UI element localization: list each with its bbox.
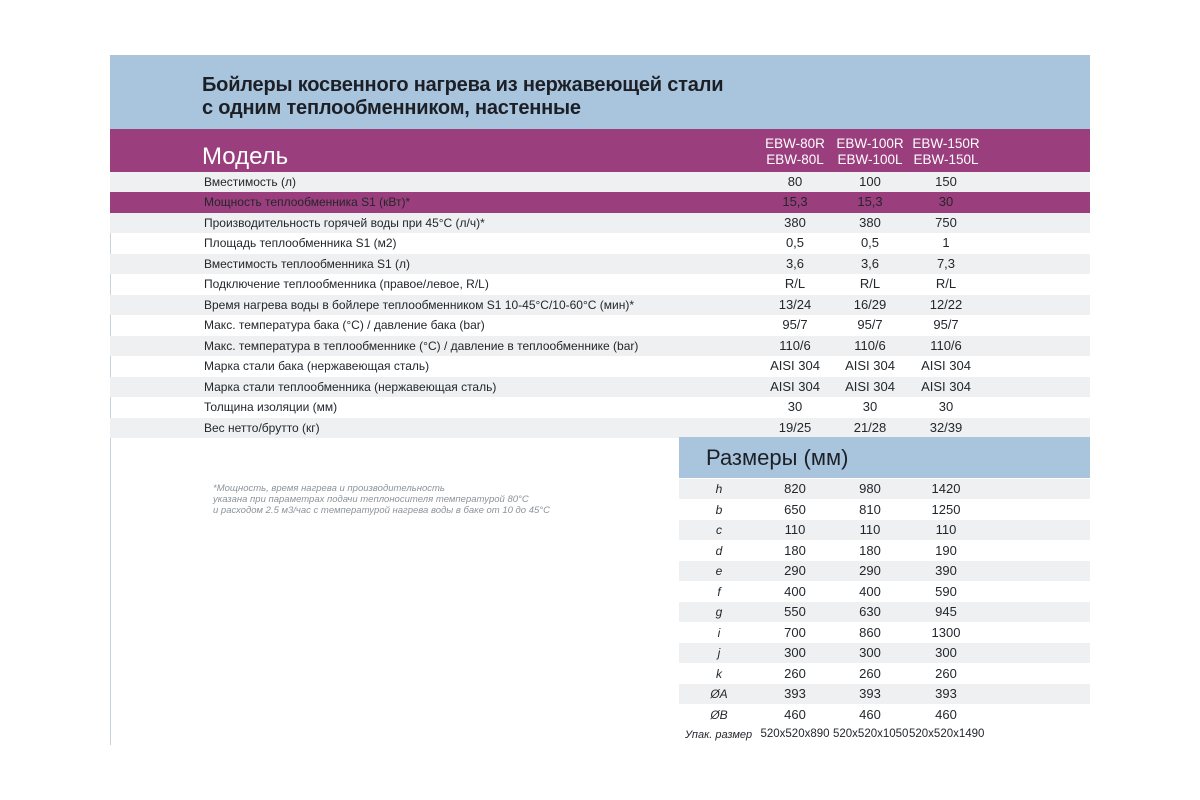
size-row-g: [679, 602, 1090, 622]
spec-value: AISI 304: [770, 379, 820, 394]
size-value: 180: [859, 543, 881, 558]
size-value: 393: [784, 686, 806, 701]
model-column-2: [833, 136, 907, 168]
size-value: 1300: [931, 625, 961, 640]
spec-value: 15,3: [857, 194, 883, 209]
spec-row-exchanger-max: [110, 336, 1090, 356]
size-value: 590: [935, 584, 957, 599]
model-name-r: EBW-100R: [836, 136, 904, 151]
spec-row-power: [110, 192, 1090, 212]
spec-value: 100: [859, 174, 881, 189]
size-row-c: [679, 520, 1090, 540]
spec-value: 15,3: [782, 194, 808, 209]
model-name-r: EBW-80R: [765, 136, 825, 151]
size-value: 550: [784, 604, 806, 619]
footnote-line: *Мощность, время нагрева и производительность: [213, 483, 445, 494]
model-label: Модель: [202, 143, 289, 170]
size-value: 260: [935, 666, 957, 681]
title-band: [110, 55, 1090, 129]
size-label: j: [717, 646, 721, 660]
size-value: 180: [784, 543, 806, 558]
size-value: 300: [859, 645, 881, 660]
size-label: ØB: [710, 708, 728, 722]
spec-value: 95/7: [933, 317, 959, 332]
size-label: e: [715, 564, 723, 578]
size-value: 1420: [931, 481, 961, 496]
spec-row-exchanger-volume: [110, 254, 1090, 274]
size-value: 460: [859, 707, 881, 722]
spec-label: Площадь теплообменника S1 (м2): [204, 236, 397, 250]
spec-label: Вместимость (л): [204, 175, 296, 189]
spec-value: 12/22: [929, 297, 963, 312]
size-row-e: [679, 561, 1090, 581]
size-label: h: [715, 482, 723, 496]
spec-value: 110/6: [930, 338, 962, 353]
spec-value: AISI 304: [845, 358, 895, 373]
model-column-1: [758, 136, 832, 168]
spec-value: 3,6: [860, 256, 880, 271]
size-value: 810: [859, 502, 881, 517]
size-row-j: [679, 643, 1090, 663]
size-value: 945: [935, 604, 957, 619]
model-name-l: EBW-80L: [766, 152, 824, 167]
size-value: 460: [784, 707, 806, 722]
size-value: 300: [935, 645, 957, 660]
size-value: 390: [935, 563, 957, 578]
size-label: k: [716, 667, 722, 681]
size-row-diameter-a: [679, 684, 1090, 704]
model-name-r: EBW-150R: [912, 136, 980, 151]
pack-size-value: 520x520x1490: [909, 728, 985, 740]
spec-value: 110/6: [854, 338, 886, 353]
spec-value: 30: [938, 399, 954, 414]
spec-value: 0,5: [785, 235, 805, 250]
size-row-diameter-b: [679, 705, 1090, 725]
size-value: 820: [784, 481, 806, 496]
footnote-line: указана при параметрах подачи теплоносителя температурой 80°C: [213, 494, 529, 505]
spec-row-exchanger-area: [110, 233, 1090, 253]
spec-value: 16/29: [853, 297, 887, 312]
spec-row-exchanger-steel: [110, 377, 1090, 397]
spec-label: Подключение теплообменника (правое/левое, R/L): [204, 277, 489, 291]
spec-label: Время нагрева воды в бойлере теплообменником S1 10-45°C/10-60°C (мин)*: [204, 298, 635, 312]
size-value: 1250: [931, 502, 961, 517]
spec-label: Марка стали теплообменника (нержавеющая сталь): [204, 380, 497, 394]
size-value: 650: [784, 502, 806, 517]
spec-value: 0,5: [860, 235, 880, 250]
size-value: 860: [859, 625, 881, 640]
size-label: d: [715, 544, 723, 558]
spec-label: Мощность теплообменника S1 (кВт)*: [204, 195, 411, 209]
spec-value: 380: [859, 215, 881, 230]
spec-value: 80: [787, 174, 803, 189]
spec-value: 110/6: [779, 338, 811, 353]
spec-value: 21/28: [853, 420, 887, 435]
size-value: 460: [935, 707, 957, 722]
size-label: i: [717, 626, 721, 640]
spec-label: Макс. температура бака (°C) / давление бака (bar): [204, 318, 485, 332]
size-value: 393: [935, 686, 957, 701]
page-title-line-1: Бойлеры косвенного нагрева из нержавеющей стали: [202, 74, 724, 96]
footnote-line: и расходом 2.5 м3/час с температурой нагрева воды в баке от 10 до 45°C: [213, 505, 550, 516]
spec-value: 30: [938, 194, 954, 209]
spec-value: R/L: [784, 276, 806, 291]
spec-value: 95/7: [782, 317, 808, 332]
footnote: [213, 483, 550, 516]
size-label: ØA: [710, 687, 728, 701]
spec-label: Макс. температура в теплообменнике (°C) / давление в теплообменнике (bar): [204, 339, 639, 353]
size-value: 110: [784, 522, 806, 537]
spec-value: 19/25: [778, 420, 812, 435]
size-value: 290: [859, 563, 881, 578]
size-value: 260: [859, 666, 881, 681]
spec-row-tank-max: [110, 315, 1090, 335]
sizes-title: Размеры (мм): [706, 445, 849, 470]
size-row-f: [679, 582, 1090, 602]
spec-value: 1: [942, 235, 950, 250]
size-value: 300: [784, 645, 806, 660]
size-value: 260: [784, 666, 806, 681]
spec-row-tank-steel: [110, 356, 1090, 376]
size-label: g: [715, 605, 723, 619]
spec-value: 13/24: [778, 297, 812, 312]
size-value: 980: [859, 481, 881, 496]
spec-value: AISI 304: [921, 358, 971, 373]
spec-row-heating-time: [110, 295, 1090, 315]
spec-label: Марка стали бака (нержавеющая сталь): [204, 359, 430, 373]
sizes-header-band: [679, 437, 1090, 478]
spec-value: 7,3: [936, 256, 956, 271]
spec-sheet: [110, 55, 1090, 745]
spec-label: Вместимость теплообменника S1 (л): [204, 257, 411, 271]
spec-label: Вес нетто/брутто (кг): [204, 421, 320, 435]
spec-value: AISI 304: [770, 358, 820, 373]
spec-value: 750: [935, 215, 957, 230]
spec-value: 380: [784, 215, 806, 230]
size-value: 393: [859, 686, 881, 701]
spec-value: 95/7: [857, 317, 883, 332]
size-label: c: [716, 523, 722, 537]
model-name-l: EBW-100L: [837, 152, 903, 167]
spec-row-insulation: [110, 397, 1090, 417]
size-value: 400: [859, 584, 881, 599]
size-value: 110: [859, 522, 881, 537]
spec-row-connection: [110, 274, 1090, 294]
spec-value: 32/39: [929, 420, 963, 435]
size-row-b: [679, 500, 1090, 520]
size-row-h: [679, 479, 1090, 499]
size-row-k: [679, 664, 1090, 684]
spec-value: R/L: [935, 276, 957, 291]
size-value: 630: [859, 604, 881, 619]
spec-label: Производительность горячей воды при 45°C (л/ч)*: [204, 216, 485, 230]
spec-row-weight: [110, 418, 1090, 438]
spec-label: Толщина изоляции (мм): [204, 400, 338, 414]
size-value: 110: [935, 522, 957, 537]
size-value: 700: [784, 625, 806, 640]
pack-size-value: 520x520x890: [760, 728, 830, 740]
size-value: 290: [784, 563, 806, 578]
spec-value: 30: [862, 399, 878, 414]
size-row-i: [679, 623, 1090, 643]
pack-size-value: 520x520x1050: [833, 728, 909, 740]
spec-row-hot-water-output: [110, 213, 1090, 233]
spec-value: AISI 304: [845, 379, 895, 394]
spec-value: 3,6: [785, 256, 805, 271]
size-value: 400: [784, 584, 806, 599]
spec-value: R/L: [859, 276, 881, 291]
pack-size-label: Упак. размер: [685, 729, 753, 741]
size-label: f: [717, 585, 721, 599]
model-column-3: [909, 136, 983, 168]
spec-value: 150: [935, 174, 957, 189]
spec-value: AISI 304: [921, 379, 971, 394]
spec-row-volume: [110, 172, 1090, 192]
model-name-l: EBW-150L: [913, 152, 979, 167]
size-row-d: [679, 541, 1090, 561]
spec-value: 30: [787, 399, 803, 414]
size-value: 190: [935, 543, 957, 558]
page-title-line-2: с одним теплообменником, настенные: [202, 97, 581, 119]
size-label: b: [715, 503, 723, 517]
